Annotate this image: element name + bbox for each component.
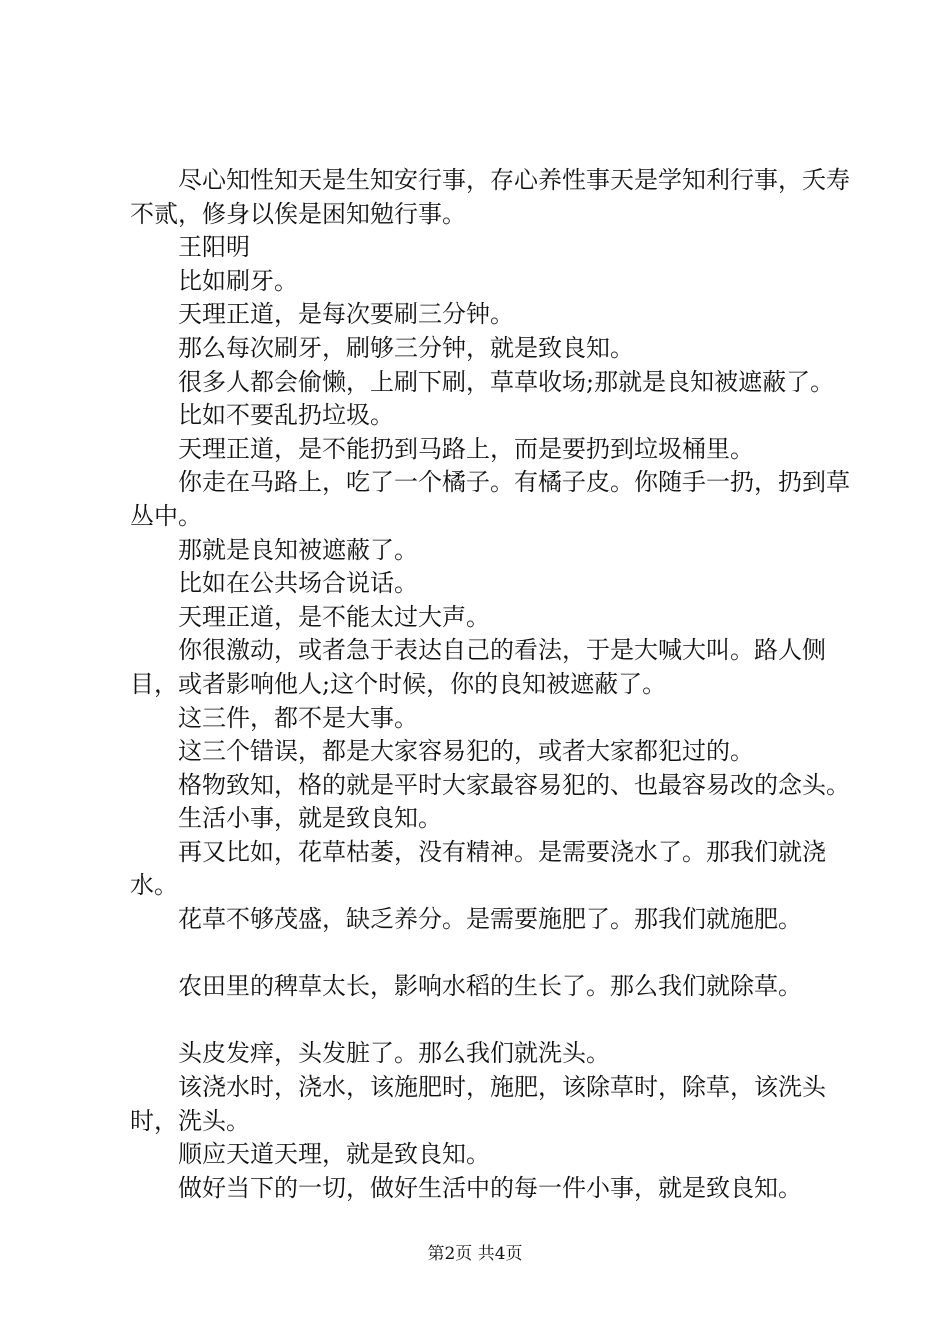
paragraph: 王阳明: [178, 233, 250, 262]
paragraph: 比如不要乱扔垃圾。: [178, 401, 394, 430]
document-body: [130, 164, 850, 1205]
paragraph: 尽心知性知天是生知安行事，存心养性事天是学知利行事，夭寿不贰，修身以俟是困知勉行事。: [130, 166, 850, 228]
paragraph: 格物致知，格的就是平时大家最容易犯的、也最容易改的念头。: [178, 770, 850, 799]
paragraph: 这三件，都不是大事。: [178, 703, 418, 732]
paragraph: 天理正道，是不能太过大声。: [178, 602, 490, 631]
paragraph: 你走在马路上，吃了一个橘子。有橘子皮。你随手一扔，扔到草丛中。: [130, 468, 850, 530]
paragraph: 顺应天道天理，就是致良知。: [178, 1140, 490, 1169]
paragraph: 再又比如，花草枯萎，没有精神。是需要浇水了。那我们就浇水。: [130, 837, 826, 900]
paragraph: 你很激动，或者急于表达自己的看法，于是大喊大叫。路人侧目，或者影响他人;这个时候，你的良知被遮蔽了。: [130, 636, 826, 698]
paragraph: 那么每次刷牙，刷够三分钟，就是致良知。: [178, 333, 634, 362]
paragraph: 做好当下的一切，做好生活中的每一件小事，就是致良知。: [178, 1173, 802, 1202]
page-number-footer: 第2页 共4页: [427, 1244, 523, 1264]
paragraph: 头皮发痒，头发脏了。那么我们就洗头。: [178, 1039, 610, 1068]
paragraph: 那就是良知被遮蔽了。: [178, 535, 418, 564]
paragraph: 生活小事，就是致良知。: [178, 804, 442, 833]
paragraph: 比如在公共场合说话。: [178, 569, 418, 598]
paragraph: 农田里的稗草太长，影响水稻的生长了。那么我们就除草。: [178, 972, 802, 1001]
paragraph: 天理正道，是不能扔到马路上，而是要扔到垃圾桶里。: [178, 434, 754, 463]
paragraph: 天理正道，是每次要刷三分钟。: [178, 300, 514, 329]
paragraph: 花草不够茂盛，缺乏养分。是需要施肥了。那我们就施肥。: [178, 905, 802, 934]
paragraph: 比如刷牙。: [178, 266, 298, 295]
paragraph: 该浇水时，浇水，该施肥时，施肥，该除草时，除草，该洗头时，洗头。: [130, 1073, 826, 1135]
paragraph: 很多人都会偷懒，上刷下刷，草草收场;那就是良知被遮蔽了。: [178, 367, 835, 396]
paragraph: 这三个错误，都是大家容易犯的，或者大家都犯过的。: [178, 737, 754, 766]
